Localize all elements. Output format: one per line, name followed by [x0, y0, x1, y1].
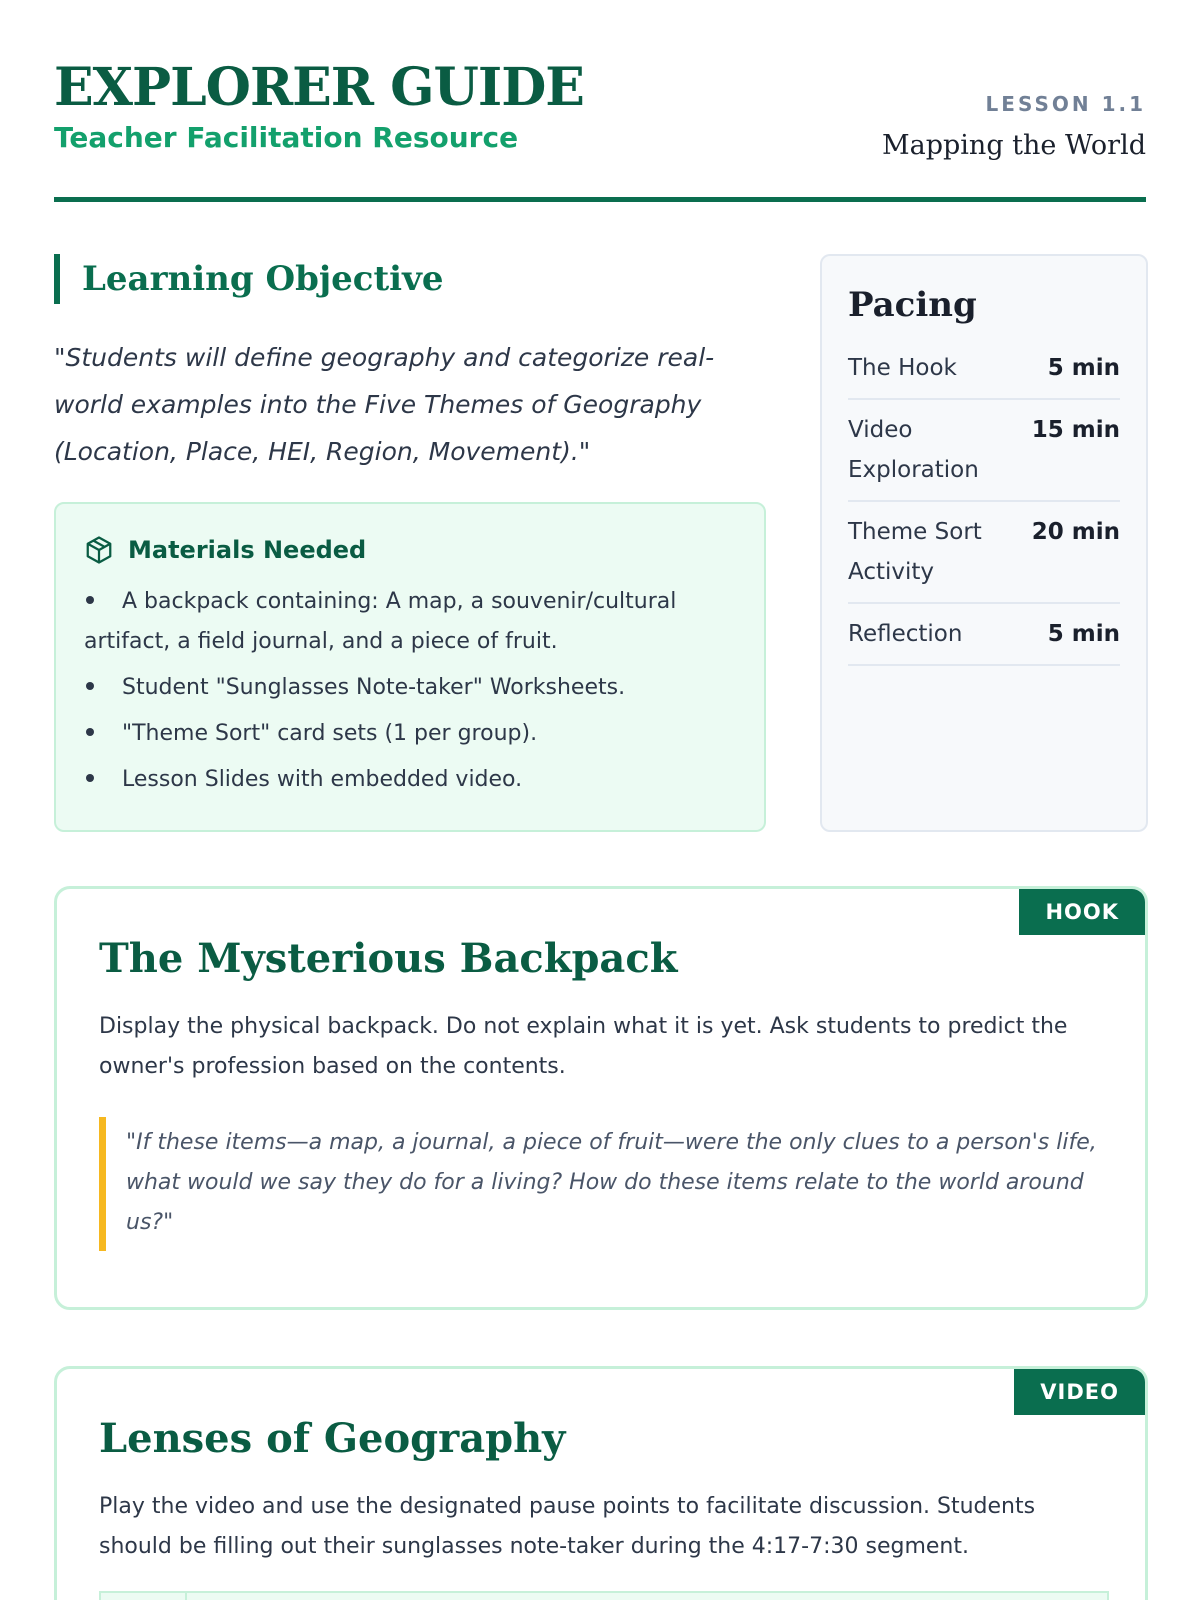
pacing-row — [848, 400, 1120, 502]
document-subtitle: Teacher Facilitation Resource — [54, 121, 519, 154]
materials-list — [84, 582, 736, 800]
list-item-text: A backpack containing: A map, a souvenir/cultural artifact, a field journal, and a piece of fruit. — [84, 589, 677, 654]
pacing-time: 20 min — [1031, 519, 1120, 545]
pacing-label: Video Exploration — [848, 417, 979, 483]
list-item — [84, 714, 736, 754]
pacing-row — [848, 604, 1120, 666]
hook-card — [54, 886, 1148, 1310]
list-item — [84, 582, 736, 662]
materials-heading-row — [84, 532, 736, 568]
pacing-row — [848, 502, 1120, 604]
learning-objective-text: "Students will define geography and categorize real-world examples into the Five Themes of Geography (Location, Place, HEI, Region, Movement)." — [54, 343, 715, 466]
video-card — [54, 1366, 1148, 1600]
video-tag-badge: VIDEO — [1014, 1369, 1145, 1415]
video-description: Play the video and use the designated pause points to facilitate discussion. Students should be filling out their sunglasses note-taker during the 4:17-7:30 segment. — [99, 1494, 1036, 1559]
pause-points-table — [99, 1591, 1109, 1600]
hook-description: Display the physical backpack. Do not explain what it is yet. Ask students to predict the owner's profession based on the contents. — [99, 1014, 1068, 1079]
pacing-time: 15 min — [1031, 417, 1120, 443]
learning-objective-heading: Learning Objective — [54, 254, 774, 304]
document-title: EXPLORER GUIDE — [54, 57, 584, 118]
box-icon — [84, 535, 114, 565]
page-header — [54, 56, 1146, 202]
pacing-label: The Hook — [848, 355, 957, 381]
lesson-meta — [882, 92, 1146, 164]
lesson-name: Mapping the World — [881, 130, 1146, 161]
pacing-time: 5 min — [1047, 621, 1120, 647]
pacing-panel — [820, 254, 1148, 832]
bullet-icon — [86, 774, 94, 782]
video-title: Lenses of Geography — [99, 1415, 566, 1462]
hook-title: The Mysterious Backpack — [99, 935, 678, 982]
materials-heading: Materials Needed — [128, 536, 367, 564]
hook-quote: "If these items—a map, a journal, a piece of fruit—were the only clues to a person's life, what would we say they do for a living? How do these items relate to the world around us?" — [99, 1117, 1103, 1251]
bullet-icon — [86, 596, 94, 604]
hook-tag-badge: HOOK — [1019, 889, 1145, 935]
table-column-divider — [185, 1593, 187, 1600]
learning-objective-section — [54, 254, 774, 475]
pacing-label: Theme Sort Activity — [848, 519, 982, 585]
pacing-row — [848, 338, 1120, 400]
bullet-icon — [86, 728, 94, 736]
materials-box — [54, 502, 766, 832]
lesson-number: LESSON 1.1 — [985, 92, 1146, 116]
list-item-text: Student "Sunglasses Note-taker" Worksheets. — [122, 675, 626, 700]
pacing-time: 5 min — [1047, 355, 1120, 381]
list-item — [84, 668, 736, 708]
list-item — [84, 760, 736, 800]
bullet-icon — [86, 682, 94, 690]
pacing-title: Pacing — [848, 285, 977, 325]
list-item-text: "Theme Sort" card sets (1 per group). — [122, 721, 538, 746]
pacing-label: Reflection — [848, 621, 963, 647]
list-item-text: Lesson Slides with embedded video. — [122, 767, 523, 792]
